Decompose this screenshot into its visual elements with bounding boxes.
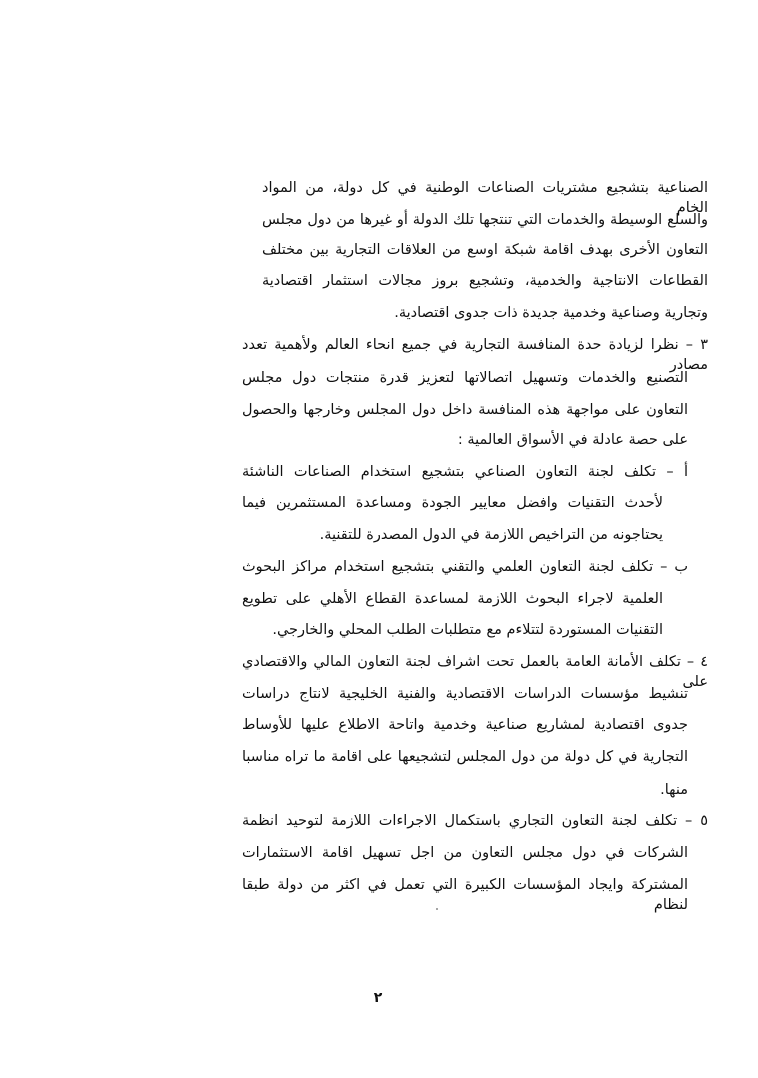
- text-line: التعاون الأخرى بهدف اقامة شبكة اوسع من العلاقات التجارية بين مختلف: [262, 242, 708, 258]
- page-number: ٢: [373, 990, 383, 1006]
- text-line: القطاعات الانتاجية والخدمية، وتشجيع بروز مجالات استثمار اقتصادية: [262, 273, 708, 289]
- list-item-b: ب – تكلف لجنة التعاون العلمي والتقني بتشجيع استخدام مراكز البحوث: [242, 559, 688, 575]
- text-line: يحتاجونه من التراخيص اللازمة في الدول المصدرة للتقنية.: [319, 527, 663, 543]
- text-line: التصنيع والخدمات وتسهيل اتصالاتها لتعزيز قدرة منتجات دول مجلس: [242, 370, 688, 386]
- list-item-5: ٥ – تكلف لجنة التعاون التجاري باستكمال الاجراءات اللازمة لتوحيد انظمة: [242, 813, 708, 829]
- stray-dot: [436, 908, 438, 910]
- text-line: التجارية في كل دولة من دول المجلس لتشجيعها على اقامة ما تراه مناسبا: [242, 749, 688, 765]
- text-line: التقنيات المستوردة لتتلاءم مع متطلبات الطلب المحلي والخارجي.: [272, 622, 663, 638]
- list-item-4: ٤ – تكلف الأمانة العامة بالعمل تحت اشراف لجنة التعاون المالي والاقتصادي على: [242, 654, 708, 690]
- text-line: الشركات في دول مجلس التعاون من اجل تسهيل اقامة الاستثمارات: [242, 845, 688, 861]
- text-line: التعاون على مواجهة هذه المنافسة داخل دول المجلس وخارجها والحصول: [242, 402, 688, 418]
- text-line: وتجارية وصناعية وخدمية جديدة ذات جدوى اقتصادية.: [394, 305, 708, 321]
- text-line: لأحدث التقنيات وافضل معايير الجودة ومساعدة المستثمرين فيما: [242, 495, 663, 511]
- text-line: جدوى اقتصادية لمشاريع صناعية وخدمية واتاحة الاطلاع عليها للأوساط: [242, 717, 688, 733]
- text-line: تنشيط مؤسسات الدراسات الاقتصادية والفنية الخليجية لانتاج دراسات: [242, 686, 688, 702]
- list-item-a: أ – تكلف لجنة التعاون الصناعي بتشجيع استخدام الصناعات الناشئة: [242, 464, 688, 480]
- text-line: والسلع الوسيطة والخدمات التي تنتجها تلك الدولة أو غيرها من دول مجلس: [262, 212, 708, 228]
- list-item-3: ٣ – نظرا لزيادة حدة المنافسة التجارية في جميع انحاء العالم ولأهمية تعدد مصادر: [242, 337, 708, 373]
- text-line: على حصة عادلة في الأسواق العالمية :: [457, 432, 688, 448]
- text-line: العلمية لاجراء البحوث اللازمة لمساعدة القطاع الأهلي على تطويع: [242, 591, 663, 607]
- text-line: منها.: [660, 782, 688, 798]
- text-line: الصناعية بتشجيع مشتريات الصناعات الوطنية في كل دولة، من المواد الخام: [262, 180, 708, 216]
- text-line: المشتركة وايجاد المؤسسات الكبيرة التي تعمل في اكثر من دولة طبقا لنظام: [242, 877, 688, 913]
